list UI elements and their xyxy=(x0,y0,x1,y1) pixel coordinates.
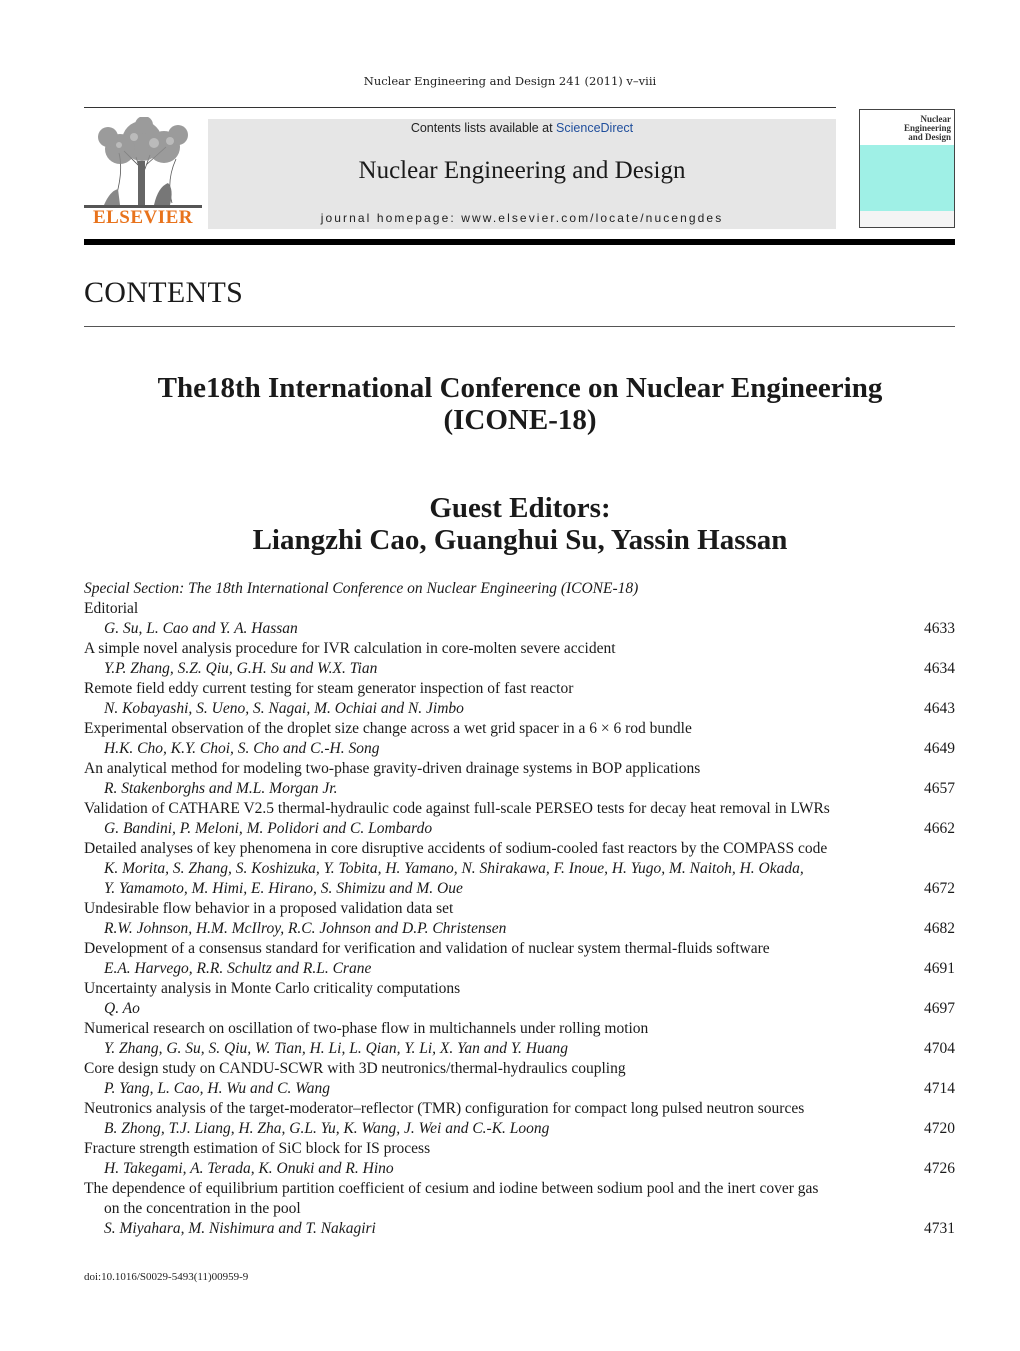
toc-entry-authors xyxy=(84,739,955,759)
toc-authors-text: H.K. Cho, K.Y. Choi, S. Cho and C.-H. Song xyxy=(104,740,380,757)
contents-rule xyxy=(84,326,955,327)
toc-entry-title[interactable]: The dependence of equilibrium partition coefficient of cesium and iodine between sodium pool and the inert cover gas xyxy=(84,1180,819,1197)
toc-entry-title[interactable]: Development of a consensus standard for verification and validation of nuclear system thermal-fluids software xyxy=(84,940,770,957)
toc-section-heading: Special Section: The 18th International Conference on Nuclear Engineering (ICONE-18) xyxy=(84,580,639,597)
toc-entry-authors xyxy=(84,879,955,899)
toc-entry-authors xyxy=(84,699,955,719)
toc-authors-text: G. Bandini, P. Meloni, M. Polidori and C. Lombardo xyxy=(104,820,433,837)
toc-entry-title[interactable]: Validation of CATHARE V2.5 thermal-hydraulic code against full-scale PERSEO tests for decay heat removal in LWRs xyxy=(84,800,830,817)
toc-entry-authors xyxy=(84,1079,955,1099)
toc-authors-text: H. Takegami, A. Terada, K. Onuki and R. Hino xyxy=(104,1160,394,1177)
toc-entry-authors xyxy=(84,659,955,679)
toc-page-number[interactable]: 4649 xyxy=(924,740,955,757)
header-rule xyxy=(84,107,836,108)
toc-entry-authors xyxy=(84,779,955,799)
toc-entry-title[interactable]: A simple novel analysis procedure for IVR calculation in core-molten severe accident xyxy=(84,640,616,657)
toc-page-number[interactable]: 4657 xyxy=(924,780,955,797)
toc-entry-title[interactable]: Editorial xyxy=(84,600,139,617)
toc-authors-text: B. Zhong, T.J. Liang, H. Zha, G.L. Yu, K. Wang, J. Wei and C.-K. Loong xyxy=(104,1120,550,1137)
toc-page-number[interactable]: 4714 xyxy=(924,1080,955,1097)
toc-authors-text: Y. Zhang, G. Su, S. Qiu, W. Tian, H. Li, L. Qian, Y. Li, X. Yan and Y. Huang xyxy=(104,1040,568,1057)
toc-page-number[interactable]: 4731 xyxy=(924,1220,955,1237)
toc-entry-authors xyxy=(84,999,955,1019)
toc-page-number[interactable]: 4691 xyxy=(924,960,955,977)
toc-entry-title[interactable]: An analytical method for modeling two-phase gravity-driven drainage systems in BOP applications xyxy=(84,760,701,777)
toc-authors-text: G. Su, L. Cao and Y. A. Hassan xyxy=(104,620,298,637)
elsevier-wordmark: ELSEVIER xyxy=(92,207,194,228)
toc-page-number[interactable]: 4672 xyxy=(924,880,955,897)
toc-authors-text: N. Kobayashi, S. Ueno, S. Nagai, M. Ochiai and N. Jimbo xyxy=(104,700,464,717)
cover-footer-band xyxy=(860,211,954,227)
journal-title: Nuclear Engineering and Design xyxy=(358,157,686,184)
toc-entry-authors xyxy=(84,1219,955,1239)
toc-entry-title-line2[interactable]: on the concentration in the pool xyxy=(104,1200,301,1217)
toc-entry-title[interactable]: Remote field eddy current testing for steam generator inspection of fast reactor xyxy=(84,680,574,697)
toc-entry-authors xyxy=(84,1039,955,1059)
toc-authors-text: Y. Yamamoto, M. Himi, E. Hirano, S. Shimizu and M. Oue xyxy=(104,880,463,897)
toc-page-number[interactable]: 4704 xyxy=(924,1040,955,1057)
toc-page-number[interactable]: 4682 xyxy=(924,920,955,937)
cover-title-line2: and Design xyxy=(908,132,951,142)
toc-entry-title[interactable]: Core design study on CANDU-SCWR with 3D neutronics/thermal-hydraulics coupling xyxy=(84,1060,626,1077)
contents-availability xyxy=(208,121,836,135)
guest-editors-names: Liangzhi Cao, Guanghui Su, Yassin Hassan xyxy=(252,524,788,556)
toc-authors-text: S. Miyahara, M. Nishimura and T. Nakagiri xyxy=(104,1220,376,1237)
masthead-thick-rule xyxy=(84,239,955,245)
toc-entry-authors-line1: K. Morita, S. Zhang, S. Koshizuka, Y. Tobita, H. Yamano, N. Shirakawa, F. Inoue, H. Yugo, M. Naitoh, H. Okada, xyxy=(104,860,804,877)
toc-page-number[interactable]: 4697 xyxy=(924,1000,955,1017)
journal-cover-thumbnail[interactable] xyxy=(859,109,955,228)
toc-authors-text: E.A. Harvego, R.R. Schultz and R.L. Crane xyxy=(104,960,372,977)
contents-prefix: Contents lists available at xyxy=(410,121,557,135)
toc-entry-title[interactable]: Detailed analyses of key phenomena in core disruptive accidents of sodium-cooled fast reactors by the COMPASS code xyxy=(84,840,828,857)
doi[interactable]: doi:10.1016/S0029-5493(11)00959-9 xyxy=(84,1271,249,1283)
guest-editors xyxy=(0,492,1020,556)
contents-heading: CONTENTS xyxy=(84,276,244,309)
toc-page-number[interactable]: 4643 xyxy=(924,700,955,717)
elsevier-logo[interactable] xyxy=(84,117,202,229)
toc-page-number[interactable]: 4720 xyxy=(924,1120,955,1137)
toc-entry-title[interactable]: Numerical research on oscillation of two-phase flow in multichannels under rolling motion xyxy=(84,1020,649,1037)
tree-icon xyxy=(84,117,202,209)
toc-entry-authors xyxy=(84,1159,955,1179)
table-of-contents xyxy=(84,579,955,1239)
journal-homepage[interactable]: journal homepage: www.elsevier.com/locate/nucengdes xyxy=(320,211,724,225)
cover-image xyxy=(860,145,954,211)
toc-entry-authors xyxy=(84,919,955,939)
toc-authors-text: R. Stakenborghs and M.L. Morgan Jr. xyxy=(104,780,338,797)
conference-title xyxy=(0,372,1020,436)
toc-entry-authors xyxy=(84,619,955,639)
toc-entry-title[interactable]: Uncertainty analysis in Monte Carlo criticality computations xyxy=(84,980,461,997)
guest-editors-label: Guest Editors: xyxy=(429,492,611,524)
toc-authors-text: Y.P. Zhang, S.Z. Qiu, G.H. Su and W.X. Tian xyxy=(104,660,378,677)
toc-authors-text: P. Yang, L. Cao, H. Wu and C. Wang xyxy=(104,1080,330,1097)
toc-entry-title[interactable]: Neutronics analysis of the target-moderator–reflector (TMR) configuration for compact long pulsed neutron sources xyxy=(84,1100,805,1117)
toc-page-number[interactable]: 4662 xyxy=(924,820,955,837)
toc-entry-title[interactable]: Experimental observation of the droplet size change across a wet grid spacer in a 6 × 6 rod bundle xyxy=(84,720,692,737)
toc-page-number[interactable]: 4634 xyxy=(924,660,955,677)
toc-authors-text: R.W. Johnson, H.M. McIlroy, R.C. Johnson and D.P. Christensen xyxy=(104,920,507,937)
cover-title xyxy=(879,115,951,142)
journal-banner xyxy=(208,119,836,229)
toc-authors-text: Q. Ao xyxy=(104,1000,140,1017)
toc-entry-authors xyxy=(84,1119,955,1139)
toc-entry-authors xyxy=(84,819,955,839)
toc-page-number[interactable]: 4726 xyxy=(924,1160,955,1177)
conference-title-line2: (ICONE-18) xyxy=(443,404,597,436)
cover-title-line1: Nuclear Engineering xyxy=(903,114,951,133)
conference-title-line1: The18th International Conference on Nuclear Engineering xyxy=(157,372,883,404)
sciencedirect-link[interactable]: ScienceDirect xyxy=(556,121,634,135)
toc-entry-title[interactable]: Fracture strength estimation of SiC block for IS process xyxy=(84,1140,431,1157)
running-header: Nuclear Engineering and Design 241 (2011) v–viii xyxy=(363,74,657,88)
toc-page-number[interactable]: 4633 xyxy=(924,620,955,637)
toc-entry-title[interactable]: Undesirable flow behavior in a proposed validation data set xyxy=(84,900,454,917)
toc-entry-authors xyxy=(84,959,955,979)
